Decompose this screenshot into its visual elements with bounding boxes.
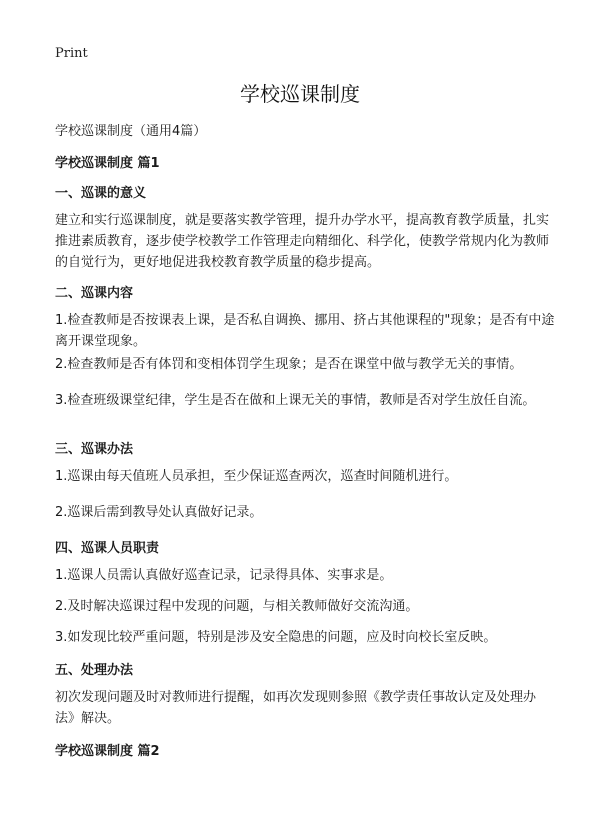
section-1-heading: 一、巡课的意义 <box>55 186 147 201</box>
section-2-item-1: 1.检查教师是否按课表上课，是否私自调换、挪用、挤占其他课程的"现象；是否有中途离开课堂现象。 <box>55 313 555 349</box>
section-4-heading: 四、巡课人员职责 <box>55 541 160 556</box>
section-2-item-3: 3.检查班级课堂纪律，学生是否在做和上课无关的事情，教师是否对学生放任自流。 <box>55 393 536 408</box>
section-2-item-2: 2.检查教师是否有体罚和变相体罚学生现象；是否在课堂中做与教学无关的事情。 <box>55 357 523 372</box>
article-2-heading: 学校巡课制度 篇2 <box>55 744 160 759</box>
print-link[interactable]: Print <box>55 46 88 61</box>
document-subtitle: 学校巡课制度（通用4篇） <box>55 124 207 139</box>
section-4-item-3: 3.如发现比较严重问题，特别是涉及安全隐患的问题，应及时向校长室反映。 <box>55 630 497 645</box>
article-1-heading: 学校巡课制度 篇1 <box>55 156 160 171</box>
section-3-item-2: 2.巡课后需到教导处认真做好记录。 <box>55 505 263 520</box>
section-1-paragraph: 建立和实行巡课制度，就是要落实教学管理，提升办学水平，提高教育教学质量，扎实推进素质教育，逐步使学校教学工作管理走向精细化、科学化，使教学常规内化为教师的自觉行为，更好地促进我校教育教学质量的稳步提高。 <box>55 213 550 270</box>
section-3-item-1: 1.巡课由每天值班人员承担，至少保证巡查两次，巡查时间随机进行。 <box>55 469 458 484</box>
section-2-heading: 二、巡课内容 <box>55 286 134 301</box>
section-5-heading: 五、处理办法 <box>55 663 134 678</box>
page-title: 学校巡课制度 <box>240 82 360 106</box>
section-4-item-1: 1.巡课人员需认真做好巡查记录，记录得具体、实事求是。 <box>55 568 393 583</box>
section-3-heading: 三、巡课办法 <box>55 442 134 457</box>
section-5-paragraph: 初次发现问题及时对教师进行提醒，如再次发现则参照《教学责任事故认定及处理办法》解决。 <box>55 690 537 726</box>
section-4-item-2: 2.及时解决巡课过程中发现的问题，与相关教师做好交流沟通。 <box>55 599 419 614</box>
